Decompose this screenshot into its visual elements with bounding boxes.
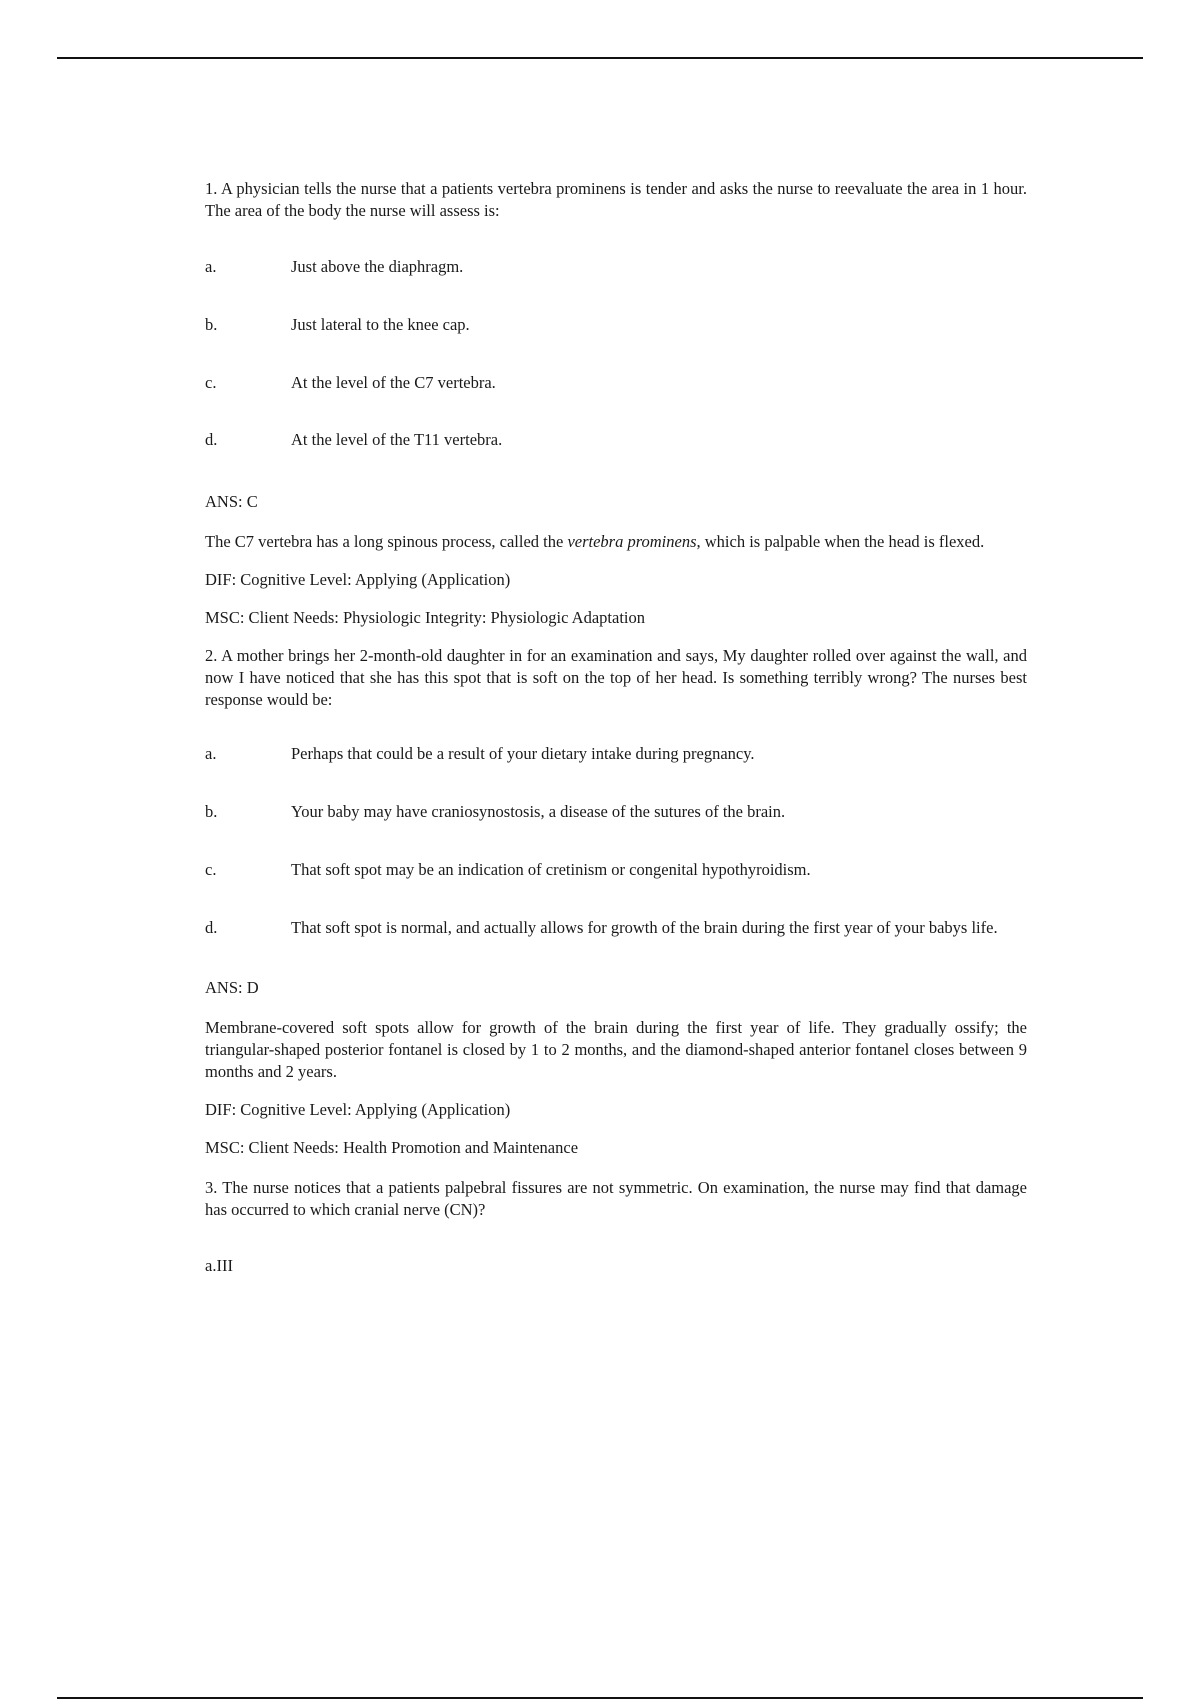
document-body bbox=[205, 178, 1027, 1277]
bottom-rule bbox=[57, 1697, 1143, 1699]
rationale-text: The C7 vertebra has a long spinous process, called the bbox=[205, 532, 568, 551]
question-1-answer: ANS: C bbox=[205, 492, 258, 511]
question-text: The nurse notices that a patients palpebral fissures are not symmetric. On examination, the nurse may find that damage has occurred to which cranial nerve (CN)? bbox=[205, 1178, 1027, 1219]
question-text: A mother brings her 2-month-old daughter in for an examination and says, My daughter rolled over against the wall, and now I have noticed that she has this spot that is soft on the top of her head. Is something terribly wrong? The nurses best response would be: bbox=[205, 646, 1027, 709]
option-text: Your baby may have craniosynostosis, a disease of the sutures of the brain. bbox=[291, 802, 786, 821]
question-2-answer: ANS: D bbox=[205, 978, 259, 997]
question-2-option-b bbox=[205, 801, 1027, 823]
question-2-option-d bbox=[205, 917, 1027, 939]
rationale-text-end: , which is palpable when the head is flexed. bbox=[696, 532, 985, 551]
question-1-option-a bbox=[205, 256, 1027, 278]
question-1-option-c bbox=[205, 372, 1027, 394]
option-letter: a. bbox=[205, 257, 217, 276]
option-letter: c. bbox=[205, 860, 217, 879]
question-3-option-a bbox=[205, 1255, 1027, 1277]
option-letter: b. bbox=[205, 802, 218, 821]
option-text: III bbox=[216, 1256, 233, 1275]
option-text: Just lateral to the knee cap. bbox=[291, 315, 470, 334]
question-number: 2. bbox=[205, 646, 218, 665]
question-2-rationale: Membrane-covered soft spots allow for growth of the brain during the first year of life. They gradually ossify; the triangular-shaped posterior fontanel is closed by 1 to 2 months, and the diamond-shaped anterior fontanel closes between 9 months and 2 years. bbox=[205, 1018, 1027, 1081]
option-text: Perhaps that could be a result of your dietary intake during pregnancy. bbox=[291, 744, 755, 763]
question-1-option-b bbox=[205, 314, 1027, 336]
option-letter: b. bbox=[205, 315, 218, 334]
question-text: A physician tells the nurse that a patients vertebra prominens is tender and asks the nurse to reevaluate the area in 1 hour. The area of the body the nurse will assess is: bbox=[205, 179, 1028, 220]
option-text: At the level of the T11 vertebra. bbox=[291, 430, 503, 449]
option-text: Just above the diaphragm. bbox=[291, 257, 464, 276]
question-number: 3. bbox=[205, 1178, 218, 1197]
question-2-option-c bbox=[205, 859, 1027, 881]
question-2-difficulty: DIF: Cognitive Level: Applying (Application) bbox=[205, 1100, 511, 1119]
option-text: At the level of the C7 vertebra. bbox=[291, 373, 496, 392]
question-2-stem bbox=[205, 645, 1027, 711]
option-letter: a. bbox=[205, 744, 217, 763]
question-1-stem bbox=[205, 178, 1027, 222]
question-1-rationale bbox=[205, 531, 1027, 553]
option-letter: a. bbox=[205, 1256, 217, 1275]
question-1-client-needs: MSC: Client Needs: Physiologic Integrity: Physiologic Adaptation bbox=[205, 608, 645, 627]
question-1-option-d bbox=[205, 429, 1027, 451]
rationale-italic-term: vertebra prominens bbox=[567, 532, 697, 551]
question-number: 1. bbox=[205, 179, 218, 198]
question-2-client-needs: MSC: Client Needs: Health Promotion and Maintenance bbox=[205, 1138, 579, 1157]
option-letter: c. bbox=[205, 373, 217, 392]
option-letter: d. bbox=[205, 430, 218, 449]
option-letter: d. bbox=[205, 918, 218, 937]
option-text: That soft spot may be an indication of cretinism or congenital hypothyroidism. bbox=[291, 860, 811, 879]
top-rule bbox=[57, 57, 1143, 59]
question-2-option-a bbox=[205, 743, 1027, 765]
question-3-stem bbox=[205, 1177, 1027, 1221]
option-text: That soft spot is normal, and actually allows for growth of the brain during the first year of your babys life. bbox=[291, 918, 998, 937]
question-1-difficulty: DIF: Cognitive Level: Applying (Application) bbox=[205, 570, 511, 589]
